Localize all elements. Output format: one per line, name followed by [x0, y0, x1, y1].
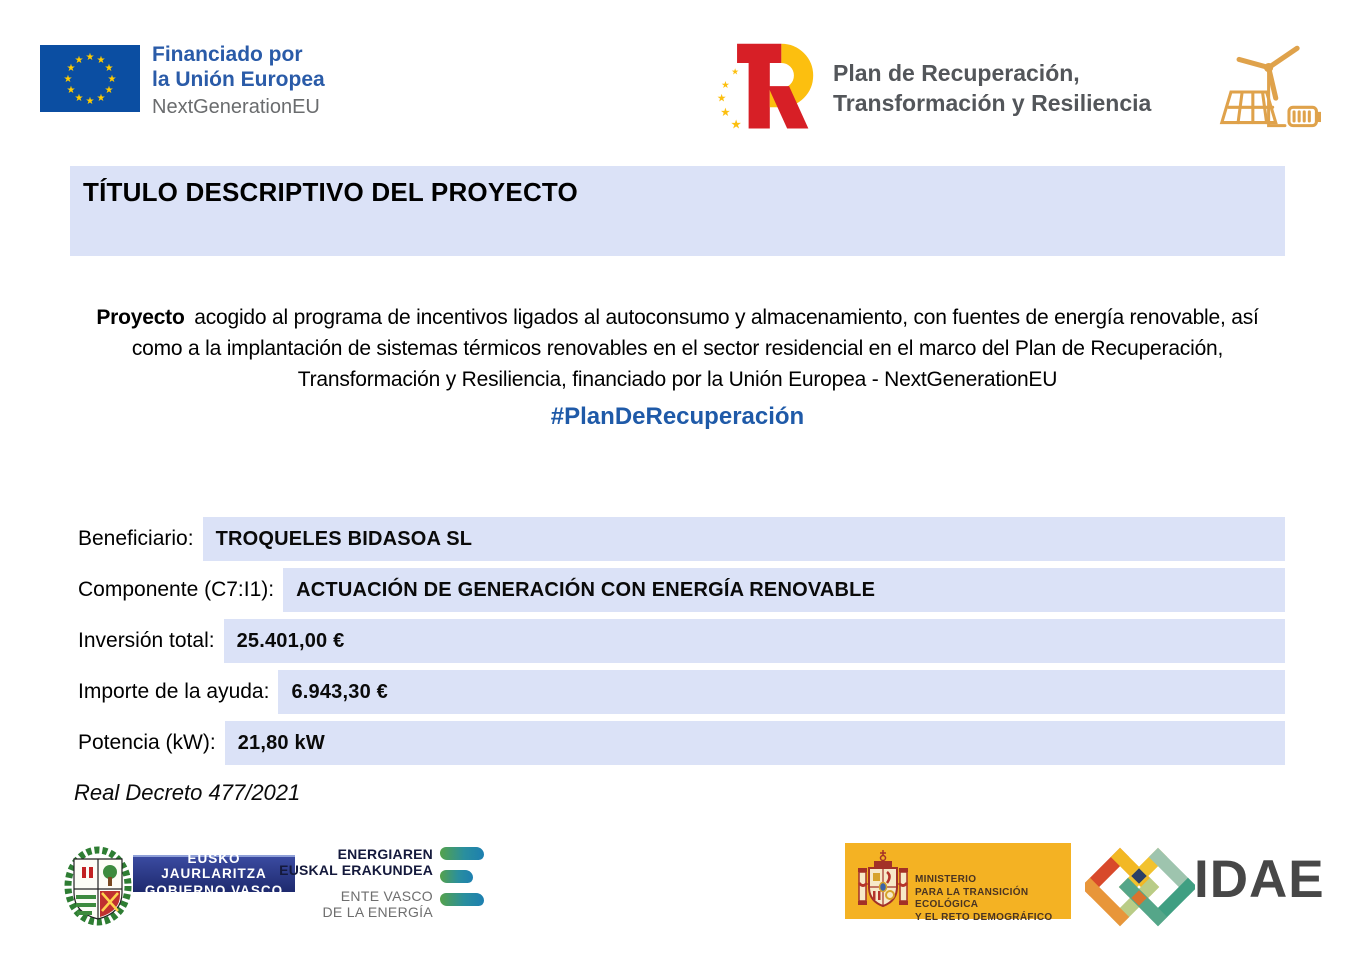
eve-e-bar-bottom — [440, 893, 484, 906]
basque-banner-line1: EUSKO JAURLARITZA — [161, 851, 267, 881]
renewable-energy-icon — [1203, 34, 1321, 148]
svg-text:★: ★ — [74, 55, 84, 66]
svg-text:★: ★ — [107, 74, 117, 85]
svg-text:★: ★ — [720, 104, 731, 119]
eve-e-bar-top — [440, 847, 484, 860]
eve-e-bar-middle — [440, 870, 473, 883]
nextgeneration-label: NextGenerationEU — [152, 96, 320, 118]
eve-subtitle-line1: ENTE VASCO — [340, 888, 433, 904]
prtr-line2: Transformación y Resiliencia — [833, 90, 1152, 116]
svg-text:★: ★ — [104, 85, 114, 96]
idae-wordmark: IDAE — [1194, 850, 1325, 909]
idae-rings-icon — [1085, 845, 1195, 929]
svg-text:★: ★ — [66, 63, 76, 74]
eve-name-line2: EUSKAL ERAKUNDEA — [279, 861, 433, 878]
eve-name-line1: ENERGIAREN — [337, 846, 433, 862]
field-row-componente — [70, 568, 1285, 612]
ministry-name-text — [915, 874, 1071, 924]
eu-funding-line2: la Unión Europea — [152, 68, 325, 91]
field-label: Beneficiario: — [78, 527, 194, 550]
field-value: 25.401,00 € — [224, 619, 1285, 663]
field-label: Inversión total: — [78, 629, 215, 652]
eve-e-logo-icon — [440, 847, 486, 913]
project-fields — [70, 517, 1285, 772]
field-row-importe — [70, 670, 1285, 714]
eve-agency-text — [250, 847, 433, 920]
svg-text:★: ★ — [96, 55, 106, 66]
program-description — [70, 302, 1285, 395]
eve-subtitle-line2: DE LA ENERGÍA — [322, 903, 433, 920]
plan-hashtag: #PlanDeRecuperación — [550, 403, 805, 430]
svg-text:★: ★ — [104, 63, 114, 74]
eu-funding-line1: Financiado por — [152, 43, 303, 66]
svg-text:★: ★ — [721, 80, 730, 92]
eu-flag-icon — [40, 45, 140, 112]
svg-text:★: ★ — [74, 93, 84, 104]
svg-text:★: ★ — [716, 92, 727, 105]
field-value: TROQUELES BIDASOA SL — [203, 517, 1285, 561]
project-title: TÍTULO DESCRIPTIVO DEL PROYECTO — [83, 177, 578, 207]
field-value: ACTUACIÓN DE GENERACIÓN CON ENERGÍA RENOVABLE — [283, 568, 1285, 612]
svg-text:★: ★ — [730, 116, 742, 132]
field-label: Potencia (kW): — [78, 731, 216, 754]
field-value: 21,80 kW — [225, 721, 1285, 765]
description-lead: Proyecto — [96, 306, 185, 329]
basque-banner-line2: GOBIERNO VASCO — [144, 883, 284, 898]
svg-text:★: ★ — [66, 85, 76, 96]
eu-funding-text — [152, 42, 325, 120]
ministry-line3: Y EL RETO DEMOGRÁFICO — [915, 911, 1053, 923]
ministry-line1: MINISTERIO — [915, 874, 977, 885]
basque-coat-of-arms-icon — [64, 843, 134, 927]
svg-text:★: ★ — [96, 93, 106, 104]
field-label: Importe de la ayuda: — [78, 680, 270, 703]
svg-text:★: ★ — [85, 52, 95, 63]
ministry-line2: PARA LA TRANSICIÓN ECOLÓGICA — [915, 886, 1029, 910]
ministry-logo-block — [845, 843, 1071, 923]
description-body: acogido al programa de incentivos ligados al autoconsumo y almacenamiento, con fuentes de energía renovable, así como a la implantación de sistemas térmicos renovables en el sector residencial en el marco del Plan de Recuperación, Transformación y Resiliencia, financiado por la Unión Europea - NextGenerationEU — [131, 306, 1259, 391]
svg-text:★: ★ — [63, 74, 73, 85]
field-row-beneficiario — [70, 517, 1285, 561]
svg-text:★: ★ — [85, 96, 95, 107]
spain-coat-of-arms-icon — [857, 849, 909, 913]
spain-prtr-logo-icon — [710, 36, 820, 142]
field-row-potencia — [70, 721, 1285, 765]
field-row-inversion — [70, 619, 1285, 663]
prtr-title-text — [833, 58, 1151, 118]
field-value: 6.943,30 € — [278, 670, 1285, 714]
svg-text:★: ★ — [731, 67, 740, 78]
project-title-bar — [70, 166, 1285, 256]
royal-decree-reference: Real Decreto 477/2021 — [74, 780, 301, 805]
field-label: Componente (C7:I1): — [78, 578, 275, 601]
prtr-line1: Plan de Recuperación, — [833, 60, 1080, 86]
